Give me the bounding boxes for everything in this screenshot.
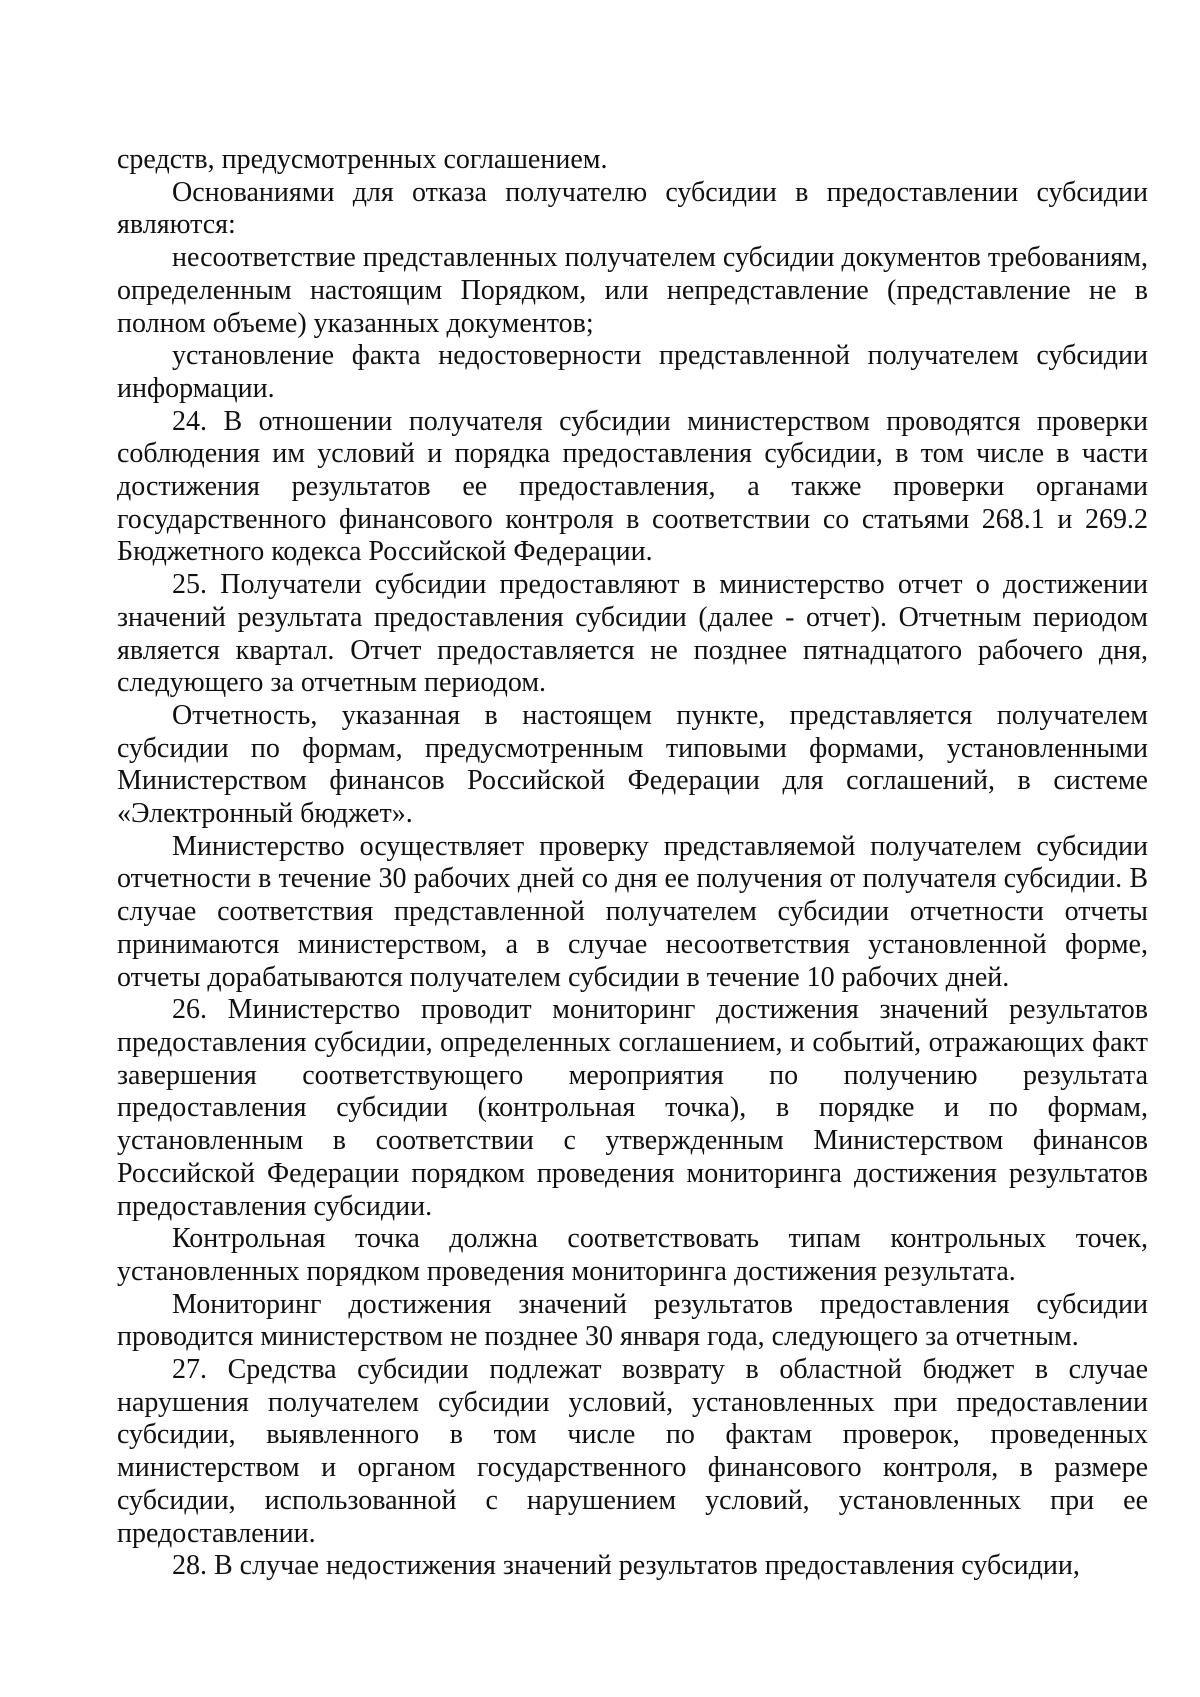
paragraph-26: 26. Министерство проводит мониторинг достижения значений результатов предоставления субсидии, определенных соглашением, и событий, отражающих факт завершения соответствующего мероприятия по получению результата предоставления субсидии (контрольная точка), в порядке и по формам, установленным в соответствии с утвержденным Министерством финансов Российской Федерации порядком проведения мониторинга достижения результатов предоставления субсидии.	[117, 994, 1148, 1222]
paragraph-reporting-forms: Отчетность, указанная в настоящем пункте, представляется получателем субсидии по формам, предусмотренным типовыми формами, установленными Министерством финансов Российской Федерации для соглашений, в системе «Электронный бюджет».	[117, 699, 1148, 830]
document-body	[117, 144, 1148, 1583]
paragraph-continuation: средств, предусмотренных соглашением.	[117, 144, 608, 175]
paragraph-28: 28. В случае недостижения значений результатов предоставления субсидии,	[172, 1550, 1080, 1582]
paragraph-control-point: Контрольная точка должна соответствовать типам контрольных точек, установленных порядком проведения мониторинга достижения результата.	[117, 1223, 1148, 1287]
paragraph-documents-mismatch: несоответствие представленных получателем субсидии документов требованиям, определенным настоящим Порядком, или непредставление (представление не в полном объеме) указанных документов;	[117, 242, 1148, 339]
paragraph-25: 25. Получатели субсидии предоставляют в министерство отчет о достижении значений результата предоставления субсидии (далее - отчет). Отчетным периодом является квартал. Отчет предоставляется не позднее пятнадцатого рабочего дня, следующего за отчетным периодом.	[117, 569, 1148, 699]
paragraph-false-information: установление факта недостоверности представленной получателем субсидии информации.	[117, 340, 1148, 404]
paragraph-27: 27. Средства субсидии подлежат возврату в областной бюджет в случае нарушения получателем субсидии условий, установленных при предоставлении субсидии, выявленного в том числе по фактам проверок, проведенных министерством и органом государственного финансового контроля, в размере субсидии, использованной с нарушением условий, установленных при ее предоставлении.	[117, 1354, 1148, 1549]
paragraph-report-check: Министерство осуществляет проверку представляемой получателем субсидии отчетности в течение 30 рабочих дней со дня ее получения от получателя субсидии. В случае соответствия представленной получателем субсидии отчетности отчеты принимаются министерством, а в случае несоответствия установленной форме, отчеты дорабатываются получателем субсидии в течение 10 рабочих дней.	[117, 830, 1148, 993]
paragraph-24: 24. В отношении получателя субсидии министерством проводятся проверки соблюдения им условий и порядка предоставления субсидии, в том числе в части достижения результатов ее предоставления, а также проверки органами государственного финансового контроля в соответствии со статьями 268.1 и 269.2 Бюджетного кодекса Российской Федерации.	[117, 405, 1148, 568]
paragraph-monitoring-deadline: Мониторинг достижения значений результатов предоставления субсидии проводится министерством не позднее 30 января года, следующего за отчетным.	[117, 1288, 1148, 1353]
paragraph-refusal-grounds: Основаниями для отказа получателю субсидии в предоставлении субсидии являются:	[117, 176, 1148, 241]
